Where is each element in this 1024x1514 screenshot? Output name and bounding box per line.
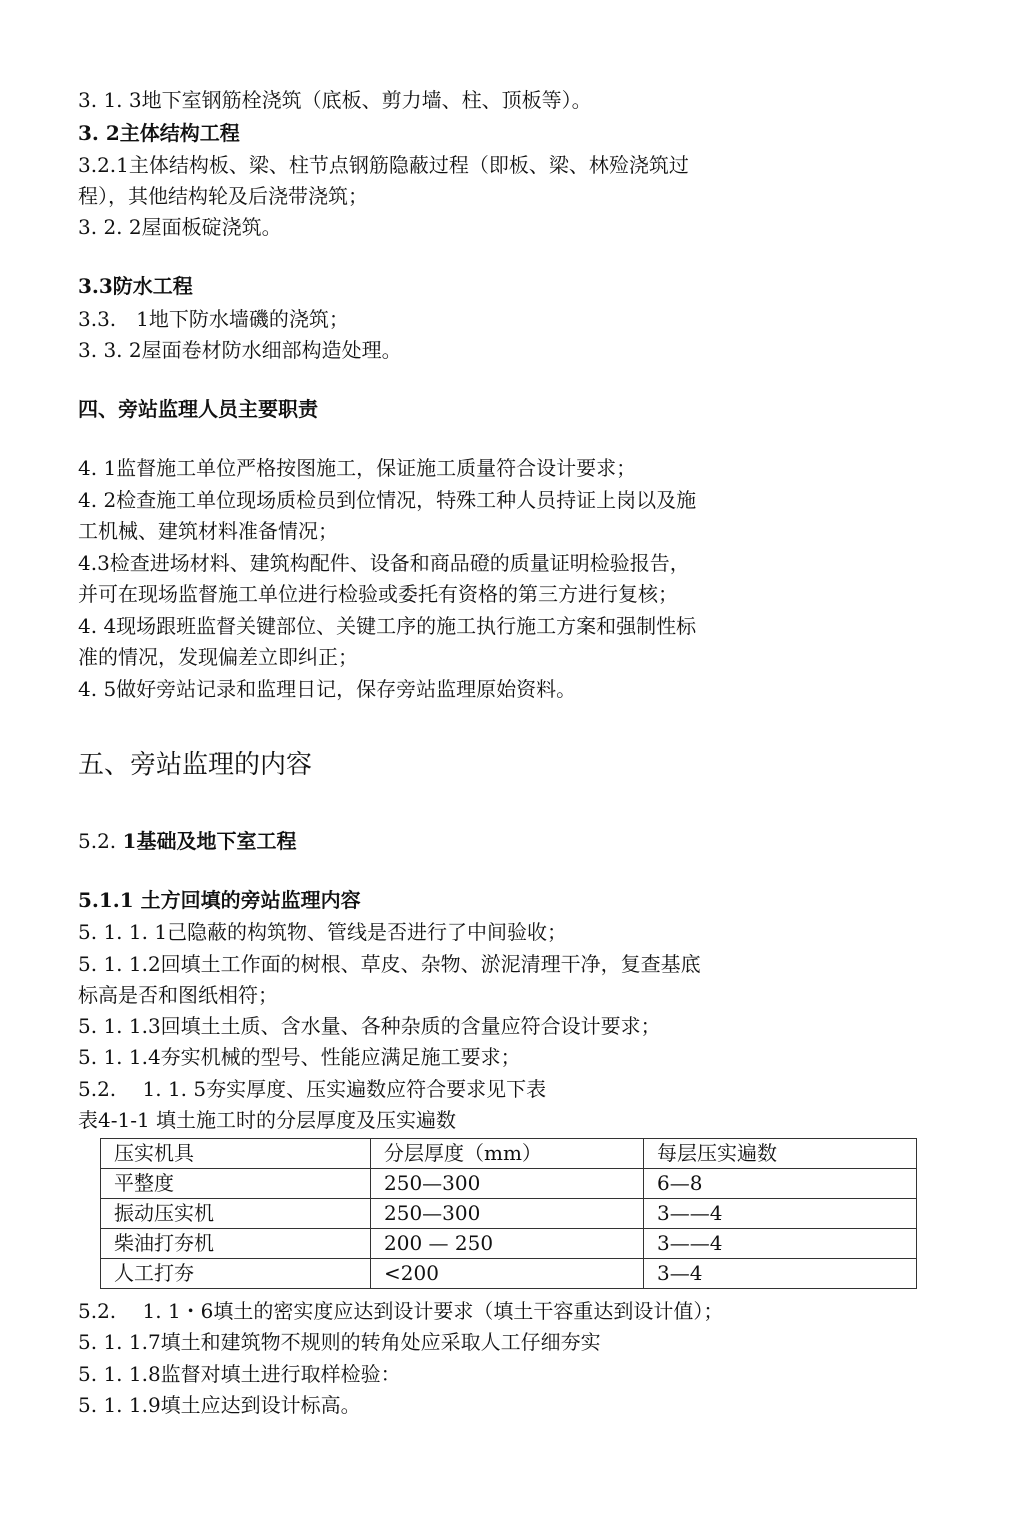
section-heading [78,827,296,855]
section-number: 5.2. [78,829,123,853]
text-line: 3. 2. 2屋面板碇浇筑。 [78,215,282,239]
table-cell: 振动压实机 [101,1199,371,1229]
table-cell: 200 — 250 [371,1229,644,1259]
text-line: 5. 1. 1.3回填土土质、含水量、各种杂质的含量应符合设计要求； [78,1014,661,1038]
table-row [101,1259,917,1289]
table-cell: 3——4 [644,1199,917,1229]
table-header-row [101,1139,917,1169]
table-cell: 人工打夯 [101,1259,371,1289]
table-row [101,1169,917,1199]
table-cell: 3——4 [644,1229,917,1259]
text-line: 5. 1. 1.7填土和建筑物不规则的转角处应采取人工仔细夯实 [78,1330,601,1354]
text-line: 并可在现场监督施工单位进行检验或委托有资格的第三方进行复核； [78,582,678,606]
text-line: 5. 1. 1.8监督对填土进行取样检验： [78,1362,401,1386]
text-line: 3.3. 1地下防水墙磯的浇筑； [78,307,349,331]
compaction-table [100,1138,917,1289]
section-title: 1基础及地下室工程 [122,829,297,853]
text-line: 准的情况，发现偏差立即纠正； [78,645,358,669]
table-cell: 平整度 [101,1169,371,1199]
text-line: 4. 1监督施工单位严格按图施工，保证施工质量符合设计要求； [78,456,637,480]
table-cell: 250—300 [371,1169,644,1199]
table-cell: 250—300 [371,1199,644,1229]
text-line: 5. 1. 1.4夯实机械的型号、性能应满足施工要求； [78,1045,521,1069]
table-cell: <200 [371,1259,644,1289]
text-line: 3.2.1主体结构板、梁、柱节点钢筋隐蔽过程（即板、梁、林殓浇筑过 [78,153,689,177]
table-cell: 柴油打夯机 [101,1229,371,1259]
section-heading: 3. 2主体结构工程 [78,121,240,145]
text-line: 5.2. 1. 1. 5夯实厚度、压实遍数应符合要求见下表 [78,1077,547,1101]
table-header-cell: 压实机具 [101,1139,371,1169]
section-heading: 四、旁站监理人员主要职责 [78,397,318,421]
text-line: 3. 1. 3地下室钢筋栓浇筑（底板、剪力墙、柱、顶板等）。 [78,88,592,112]
table-row [101,1229,917,1259]
text-line: 4. 4现场跟班监督关键部位、关键工序的施工执行施工方案和强制性标 [78,614,697,638]
text-line: 5. 1. 1.9填土应达到设计标高。 [78,1393,361,1417]
text-line: 4. 5做好旁站记录和监理日记，保存旁站监理原始资料。 [78,677,577,701]
subsection-heading: 5.1.1 土方回填的旁站监理内容 [78,888,361,912]
text-line: 标高是否和图纸相符； [78,983,278,1007]
text-line: 4. 2检查施工单位现场质检员到位情况，特殊工种人员持证上岗以及施 [78,488,697,512]
text-line: 3. 3. 2屋面卷材防水细部构造处理。 [78,338,402,362]
chapter-heading: 五、旁站监理的内容 [78,750,313,780]
text-line: 工机械、建筑材料准备情况； [78,519,338,543]
text-line: 5.2. 1. 1・6填土的密实度应达到设计要求（填土干容重达到设计值）； [78,1299,724,1323]
table-caption: 表4-1-1 填土施工时的分层厚度及压实遍数 [78,1108,457,1132]
text-line: 4.3检查进场材料、建筑构配件、设备和商品磴的质量证明检验报告， [78,551,690,575]
table-row [101,1199,917,1229]
table-cell: 6—8 [644,1169,917,1199]
table-header-cell: 每层压实遍数 [644,1139,917,1169]
text-line: 5. 1. 1. 1己隐蔽的构筑物、管线是否进行了中间验收； [78,920,568,944]
section-heading: 3.3防水工程 [78,274,193,298]
text-line: 程），其他结构轮及后浇带浇筑； [78,184,368,208]
table-header-cell: 分层厚度（mm） [371,1139,644,1169]
text-line: 5. 1. 1.2回填土工作面的树根、草皮、杂物、淤泥清理干净，复查基底 [78,952,701,976]
table-cell: 3—4 [644,1259,917,1289]
